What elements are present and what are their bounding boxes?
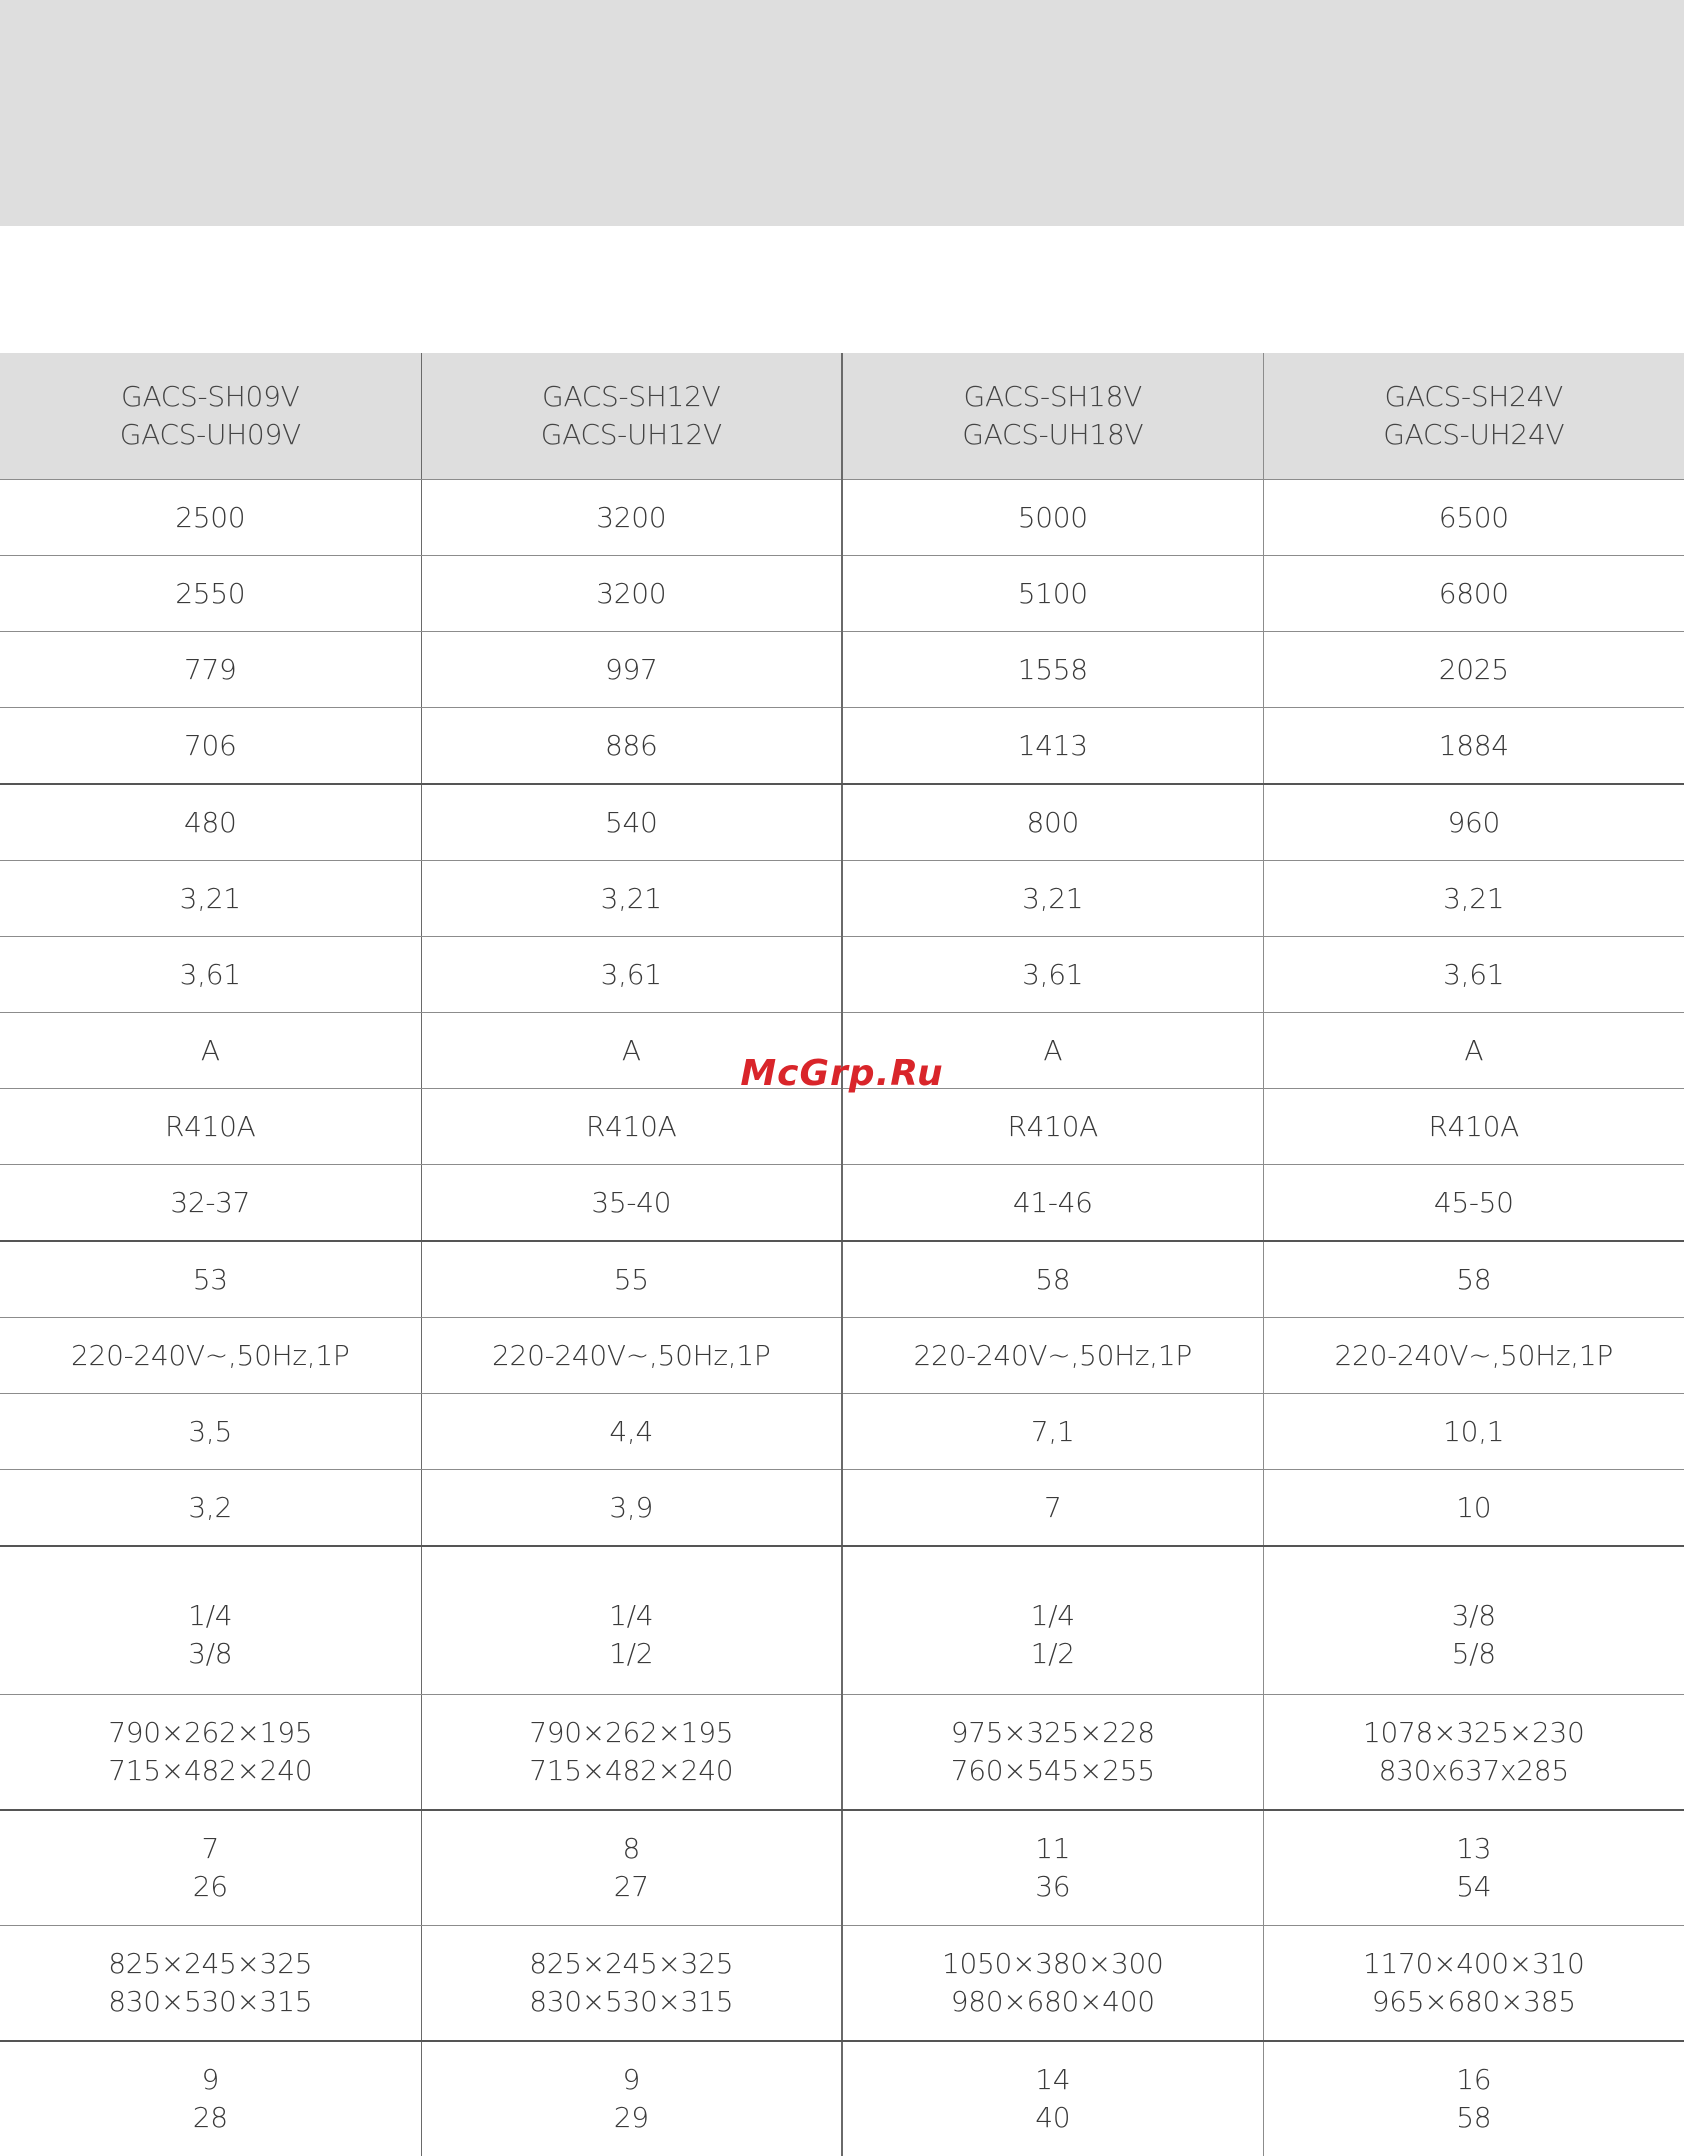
table-cell: 975×325×228 760×545×255 (842, 1694, 1263, 1810)
table-row (0, 1394, 1684, 1470)
table-cell: 790×262×195 715×482×240 (421, 1694, 842, 1810)
table-row (0, 632, 1684, 708)
gross-weight-row (0, 2041, 1684, 2156)
table-cell: 1/4 1/2 (421, 1546, 842, 1694)
model-cell: GACS-SH09V GACS-UH09V (0, 353, 421, 480)
table-cell: 16 58 (1263, 2041, 1684, 2156)
table-cell: R410A (421, 1089, 842, 1165)
model-cell: GACS-SH18V GACS-UH18V (842, 353, 1263, 480)
top-header-band (0, 0, 1684, 226)
net-weight-row (0, 1810, 1684, 1926)
table-row (0, 1470, 1684, 1547)
model-header-row (0, 353, 1684, 480)
table-cell: A (421, 1013, 842, 1089)
table-cell: 480 (0, 784, 421, 861)
table-cell: 1558 (842, 632, 1263, 708)
table-cell: 7 26 (0, 1810, 421, 1926)
table-cell: 825×245×325 830×530×315 (421, 1925, 842, 2041)
watermark: McGrp.Ru (740, 1053, 944, 1094)
table-cell: 35-40 (421, 1165, 842, 1242)
table-cell: 3,9 (421, 1470, 842, 1547)
table-cell: 3,21 (421, 861, 842, 937)
table-cell: R410A (1263, 1089, 1684, 1165)
table-cell: 3,5 (0, 1394, 421, 1470)
table-cell: 1884 (1263, 708, 1684, 785)
table-cell: 4,4 (421, 1394, 842, 1470)
table-cell: 1/4 3/8 (0, 1546, 421, 1694)
table-cell: A (842, 1013, 1263, 1089)
table-row (0, 937, 1684, 1013)
table-cell: 9 28 (192, 2062, 228, 2134)
table-cell: 2550 (0, 556, 421, 632)
table-cell: 960 (1263, 784, 1684, 861)
table-cell: 7 (842, 1470, 1263, 1547)
table-cell: 3,21 (0, 861, 421, 937)
table-cell: A (0, 1013, 421, 1089)
table-cell: 1050×380×300 980×680×400 (842, 1925, 1263, 2041)
table-cell: 9 29 (421, 2041, 842, 2156)
table-row (0, 1089, 1684, 1165)
table-row (0, 1241, 1684, 1318)
table-cell: 886 (421, 708, 842, 785)
table-cell: 220-240V~,50Hz,1P (842, 1318, 1263, 1394)
table-cell: 7,1 (842, 1394, 1263, 1470)
table-cell: 2025 (1263, 632, 1684, 708)
table-row (0, 708, 1684, 785)
table-cell: 220-240V~,50Hz,1P (0, 1318, 421, 1394)
table-cell: 58 (842, 1241, 1263, 1318)
table-cell: R410A (0, 1089, 421, 1165)
table-cell: 790×262×195 715×482×240 (0, 1694, 421, 1810)
table-row (0, 861, 1684, 937)
table-cell: 800 (842, 784, 1263, 861)
table-row (0, 556, 1684, 632)
table-cell: 6800 (1263, 556, 1684, 632)
table-cell: 3,2 (0, 1470, 421, 1547)
table-cell: 13 54 (1263, 1810, 1684, 1926)
spec-table (0, 353, 1684, 2156)
table-cell: 3/8 5/8 (1263, 1546, 1684, 1694)
table-cell: 3200 (421, 480, 842, 556)
table-row (0, 784, 1684, 861)
table-cell: 53 (0, 1241, 421, 1318)
table-cell: 1170×400×310 965×680×385 (1263, 1925, 1684, 2041)
table-row (0, 1165, 1684, 1242)
table-cell: A (1263, 1013, 1684, 1089)
table-cell: 5100 (842, 556, 1263, 632)
table-cell: 3,21 (1263, 861, 1684, 937)
table-cell: R410A (842, 1089, 1263, 1165)
table-row (0, 480, 1684, 556)
table-cell: 10,1 (1263, 1394, 1684, 1470)
table-cell: 8 27 (421, 1810, 842, 1926)
table-cell: 1078×325×230 830x637x285 (1263, 1694, 1684, 1810)
table-cell: 3,61 (842, 937, 1263, 1013)
table-cell: 58 (1263, 1241, 1684, 1318)
table-cell: 45-50 (1263, 1165, 1684, 1242)
pipe-size-row (0, 1546, 1684, 1694)
table-cell: 1/4 1/2 (842, 1546, 1263, 1694)
table-cell: 41-46 (842, 1165, 1263, 1242)
table-cell: 11 36 (842, 1810, 1263, 1926)
dimensions-row (0, 1694, 1684, 1810)
table-cell: 55 (421, 1241, 842, 1318)
table-cell: 540 (421, 784, 842, 861)
table-cell: 220-240V~,50Hz,1P (1263, 1318, 1684, 1394)
table-cell: 14 40 (842, 2041, 1263, 2156)
package-dimensions-row (0, 1925, 1684, 2041)
table-cell: 779 (0, 632, 421, 708)
table-cell: 10 (1263, 1470, 1684, 1547)
table-cell: 3,61 (0, 937, 421, 1013)
table-cell: 3200 (421, 556, 842, 632)
table-cell: 997 (421, 632, 842, 708)
table-cell: 32-37 (0, 1165, 421, 1242)
model-cell: GACS-SH24V GACS-UH24V (1263, 353, 1684, 480)
table-cell: 5000 (842, 480, 1263, 556)
table-cell: 706 (0, 708, 421, 785)
table-cell: 3,61 (1263, 937, 1684, 1013)
table-cell: 2500 (0, 480, 421, 556)
table-cell: 3,61 (421, 937, 842, 1013)
table-cell: 3,21 (842, 861, 1263, 937)
table-cell: 1413 (842, 708, 1263, 785)
table-cell: 6500 (1263, 480, 1684, 556)
model-cell: GACS-SH12V GACS-UH12V (421, 353, 842, 480)
table-cell: 825×245×325 830×530×315 (0, 1925, 421, 2041)
table-cell: 220-240V~,50Hz,1P (421, 1318, 842, 1394)
table-row (0, 1318, 1684, 1394)
